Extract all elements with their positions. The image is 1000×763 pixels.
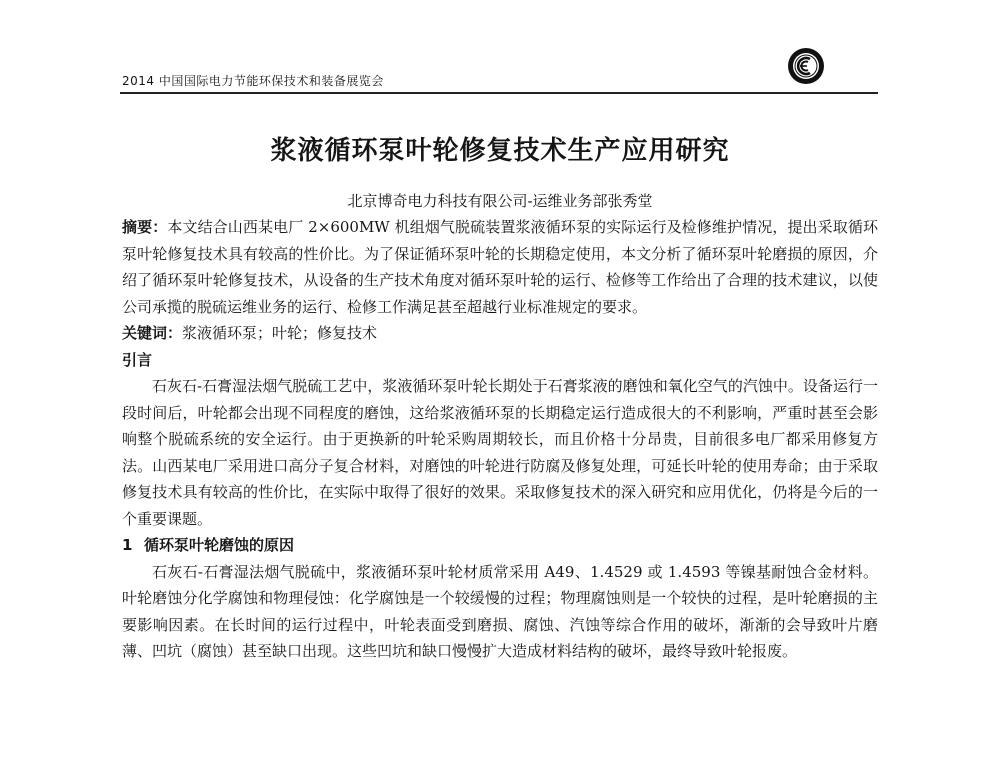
intro-paragraph: 石灰石-石膏湿法烟气脱硫工艺中，浆液循环泵叶轮长期处于石膏浆液的磨蚀和氧化空气的汽蚀中。设备运行一段时间后，叶轮都会出现不同程度的磨蚀，这给浆液循环泵的长期稳定运行造成很大的不利影响，严重时甚至会影响整个脱硫系统的安全运行。由于更换新的叶轮采购周期较长，而且价格十分昂贵，目前很多电厂都采用修复方法。山西某电厂采用进口高分子复合材料，对磨蚀的叶轮进行防腐及修复处理，可延长叶轮的使用寿命；由于采取修复技术具有较高的性价比，在实际中取得了很好的效果。采取修复技术的深入研究和应用优化，仍将是今后的一个重要课题。 <box>122 377 878 528</box>
section-1-title: 循环泵叶轮磨蚀的原因 <box>144 536 295 554</box>
conference-header: 2014 中国国际电力节能环保技术和装备展览会 <box>122 74 384 88</box>
section-1-number: 1 <box>122 536 133 554</box>
abstract-label: 摘要： <box>122 218 168 236</box>
keywords-text: 浆液循环泵；叶轮；修复技术 <box>182 324 378 342</box>
keywords-label: 关键词： <box>122 324 183 342</box>
abstract-text: 本文结合山西某电厂 2×600MW 机组烟气脱硫装置浆液循环泵的实际运行及检修维护情况，提出采取循环泵叶轮修复技术具有较高的性价比。为了保证循环泵叶轮的长期稳定使用，本文分析了循环泵叶轮磨损的原因，介绍了循环泵叶轮修复技术，从设备的生产技术角度对循环泵叶轮的运行、检修等工作给出了合理的技术建议，以使公司承揽的脱硫运维业务的运行、检修工作满足甚至超越行业标准规定的要求。 <box>122 218 878 316</box>
abstract <box>122 214 878 320</box>
author-affiliation: 北京博奇电力科技有限公司-运维业务部张秀堂 <box>347 192 653 210</box>
intro-heading: 引言 <box>122 350 153 369</box>
header-divider <box>120 92 878 94</box>
paper-body <box>122 214 878 665</box>
section-1-heading <box>122 532 878 559</box>
cec-logo-icon <box>786 46 826 86</box>
keywords <box>122 320 878 347</box>
section-1-paragraph: 石灰石-石膏湿法烟气脱硫中，浆液循环泵叶轮材质常采用 A49、1.4529 或 1.4593 等镍基耐蚀合金材料。叶轮磨蚀分化学腐蚀和物理侵蚀：化学腐蚀是一个较缓慢的过程；物理腐蚀则是一个较快的过程，是叶轮磨损的主要影响因素。在长时间的运行过程中，叶轮表面受到磨损、腐蚀、汽蚀等综合作用的破坏，渐渐的会导致叶片磨薄、凹坑（腐蚀）甚至缺口出现。这些凹坑和缺口慢慢扩大造成材料结构的破坏，最终导致叶轮报废。 <box>122 562 878 660</box>
paper-title: 浆液循环泵叶轮修复技术生产应用研究 <box>270 136 730 166</box>
